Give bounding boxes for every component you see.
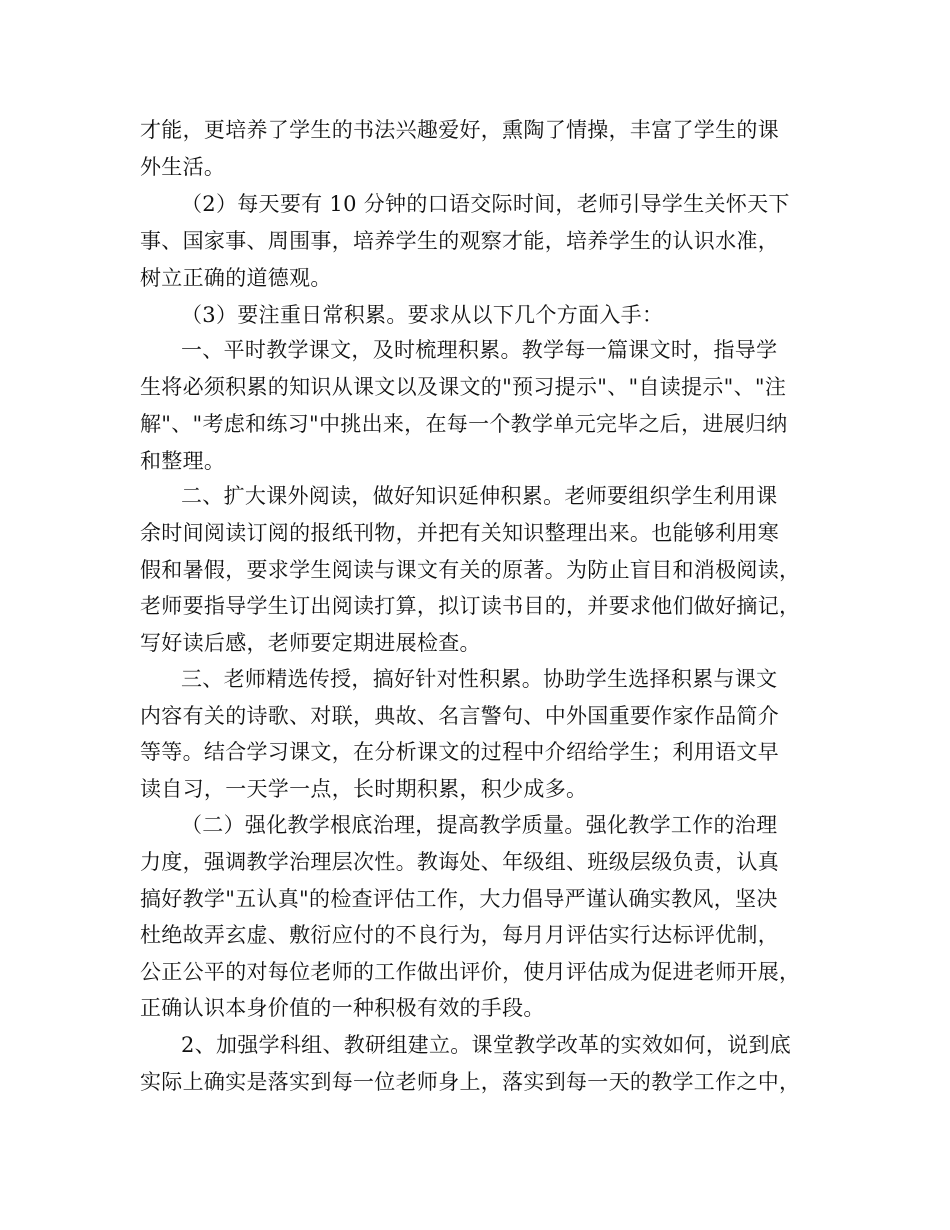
text-line: （2）每天要有 10 分钟的口语交际时间，老师引导学生关怀天下 xyxy=(181,192,790,216)
text-line: 树立正确的道德观。 xyxy=(140,266,332,290)
text-line: 事、国家事、周围事，培养学生的观察才能，培养学生的认识水准， xyxy=(140,229,779,253)
text-line: 解"、"考虑和练习"中挑出来，在每一个教学单元完毕之后，进展归纳 xyxy=(140,412,788,436)
text-line: 等等。结合学习课文，在分析课文的过程中介绍给学生；利用语文早 xyxy=(140,740,779,764)
text-line: 老师要指导学生订出阅读打算，拟订读书目的，并要求他们做好摘记， xyxy=(140,594,801,618)
text-line: 假和暑假，要求学生阅读与课文有关的原著。为防止盲目和消极阅读， xyxy=(140,558,801,582)
text-line: （3）要注重日常积累。要求从以下几个方面入手： xyxy=(181,303,664,327)
text-line: 外生活。 xyxy=(140,155,226,179)
text-line: 内容有关的诗歌、对联，典故、名言警句、中外国重要作家作品简介 xyxy=(140,704,779,728)
text-line: 和整理。 xyxy=(140,449,226,473)
text-line: 实际上确实是落实到每一位老师身上，落实到每一天的教学工作之中， xyxy=(140,1070,801,1094)
text-line: 写好读后感，老师要定期进展检查。 xyxy=(140,631,481,655)
text-line: 生将必须积累的知识从课文以及课文的"预习提示"、"自读提示"、"注 xyxy=(140,375,787,399)
text-line: 公正公平的对每位老师的工作做出评价，使月评估成为促进老师开展， xyxy=(140,960,801,984)
text-line: 正确认识本身价值的一种积极有效的手段。 xyxy=(140,996,545,1020)
text-line: 搞好教学"五认真"的检查评估工作，大力倡导严谨认确实教风，坚决 xyxy=(140,887,778,911)
text-line: 2、加强学科组、教研组建立。课堂教学改革的实效如何，说到底 xyxy=(181,1033,792,1057)
text-line: 才能，更培养了学生的书法兴趣爱好，熏陶了情操，丰富了学生的课 xyxy=(140,118,779,142)
text-line: 余时间阅读订阅的报纸刊物，并把有关知识整理出来。也能够利用寒 xyxy=(140,521,779,545)
text-line: 一、平时教学课文，及时梳理积累。教学每一篇课文时，指导学 xyxy=(181,338,778,362)
text-line: 杜绝故弄玄虚、敷衍应付的不良行为，每月月评估实行达标评优制， xyxy=(140,923,779,947)
text-line: （二）强化教学根底治理，提高教学质量。强化教学工作的治理 xyxy=(181,813,778,837)
text-line: 三、老师精选传授，搞好针对性积累。协助学生选择积累与课文 xyxy=(181,667,778,691)
text-line: 读自习，一天学一点，长时期积累，积少成多。 xyxy=(140,777,588,801)
text-line: 二、扩大课外阅读，做好知识延伸积累。老师要组织学生利用课 xyxy=(181,484,778,508)
text-line: 力度，强调教学治理层次性。教诲处、年级组、班级层级负责，认真 xyxy=(140,850,779,874)
